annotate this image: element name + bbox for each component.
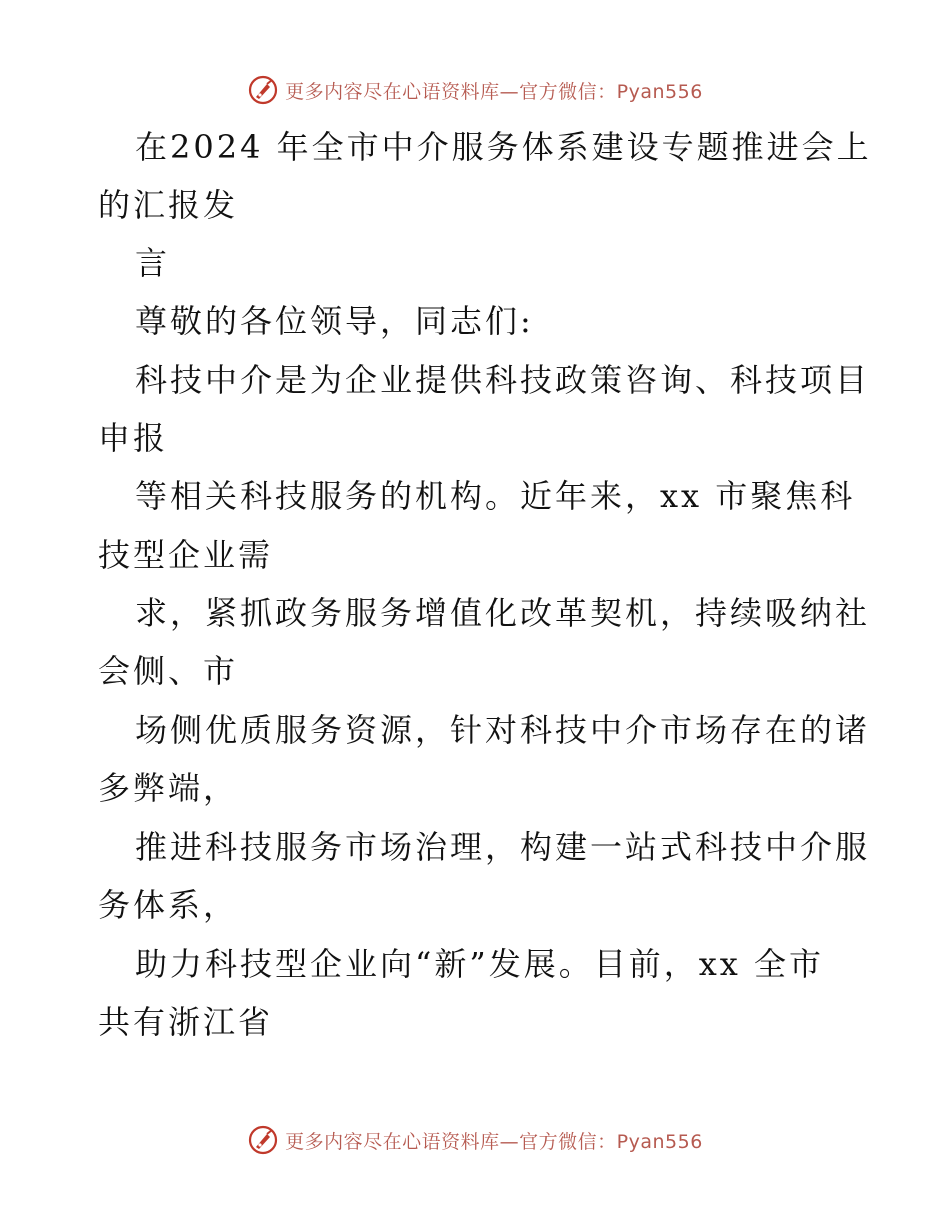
body-line: 求，紧抓政务服务增值化改革契机，持续吸纳社 xyxy=(135,594,871,632)
body-line: 等相关科技服务的机构。近年来，xx 市聚焦科 xyxy=(135,477,856,515)
body-line: 科技中介是为企业提供科技政策咨询、科技项目 xyxy=(135,361,871,399)
body-line: 场侧优质服务资源，针对科技中介市场存在的诸 xyxy=(135,711,871,749)
title-line-3: 言 xyxy=(135,244,171,282)
watermark-text: 更多内容尽在心语资料库—官方微信：Pyan556 xyxy=(285,80,703,103)
title-line-2: 的汇报发 xyxy=(98,186,239,224)
body-line: 推进科技服务市场治理，构建一站式科技中介服 xyxy=(135,828,871,866)
body-line: 申报 xyxy=(98,419,169,457)
fountain-pen-nib-logo-icon xyxy=(247,1124,279,1156)
body-line: 会侧、市 xyxy=(98,652,239,690)
body-line: 技型企业需 xyxy=(98,536,274,574)
watermark-banner-bottom xyxy=(0,1120,950,1160)
watermark-banner-top xyxy=(0,70,950,110)
body-line: 助力科技型企业向“新”发展。目前，xx 全市 xyxy=(135,945,824,983)
title-line-1: 在2024 年全市中介服务体系建设专题推进会上 xyxy=(135,128,872,166)
body-line: 多弊端， xyxy=(98,769,239,807)
body-line: 务体系， xyxy=(98,886,239,924)
salutation-line: 尊敬的各位领导，同志们: xyxy=(135,302,534,340)
fountain-pen-nib-logo-icon xyxy=(247,74,279,106)
body-line: 共有浙江省 xyxy=(98,1003,274,1041)
watermark-text: 更多内容尽在心语资料库—官方微信：Pyan556 xyxy=(285,1130,703,1153)
